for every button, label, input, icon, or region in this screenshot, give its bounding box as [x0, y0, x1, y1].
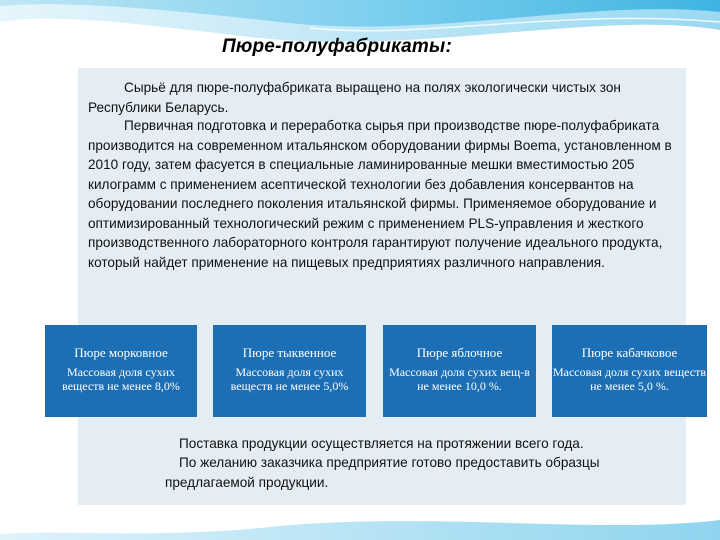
product-name: Пюре морковное [74, 345, 168, 360]
bottom-wave-decoration [0, 500, 720, 540]
product-box-zucchini [552, 325, 707, 417]
product-description: Массовая доля сухих веществ не менее 8,0% [62, 365, 180, 393]
product-description: Массовая доля сухих веществ не менее 5,0% [230, 365, 349, 393]
product-description: Массовая доля сухих веществ не менее 5,0 %. [552, 365, 707, 393]
product-boxes [45, 325, 707, 417]
delivery-paragraph: Поставка продукции осуществляется на протяжении всего года. [179, 436, 584, 451]
product-box-pumpkin [213, 325, 366, 417]
top-wave-decoration [0, 0, 720, 70]
samples-paragraph: По желанию заказчика предприятие готово предоставить образцы предлагаемой продукции. [165, 455, 600, 490]
product-name: Пюре кабачковое [581, 345, 678, 360]
processing-paragraph: Первичная подготовка и переработка сырья при производстве пюре-полуфабриката производится на современном итальянском оборудовании фирмы Boema, установленном в 2010 году, затем фасуется в специальные ламинированные мешки вместимостью 205 килограмм с применением асептической технологии без добавления консервантов на оборудовании последнего поколения итальянской фирмы. Применяемое оборудование и оптимизированный технологический режим с применением PLS-управления и жесткого производственного лабораторного контроля гарантируют получение идеального продукта, который найдет применение на пищевых предприятиях различного направления. [88, 118, 672, 270]
intro-paragraph: Сырьё для пюре-полуфабриката выращено на полях экологически чистых зон Республики Беларусь. [88, 80, 621, 115]
product-box-carrot [45, 325, 197, 417]
product-box-apple [383, 325, 536, 417]
page-title: Пюре-полуфабрикаты: [222, 36, 452, 57]
product-description: Массовая доля сухих вещ-в не менее 10,0 %. [389, 365, 530, 393]
product-name: Пюре тыквенное [242, 345, 337, 360]
product-name: Пюре яблочное [416, 345, 503, 360]
